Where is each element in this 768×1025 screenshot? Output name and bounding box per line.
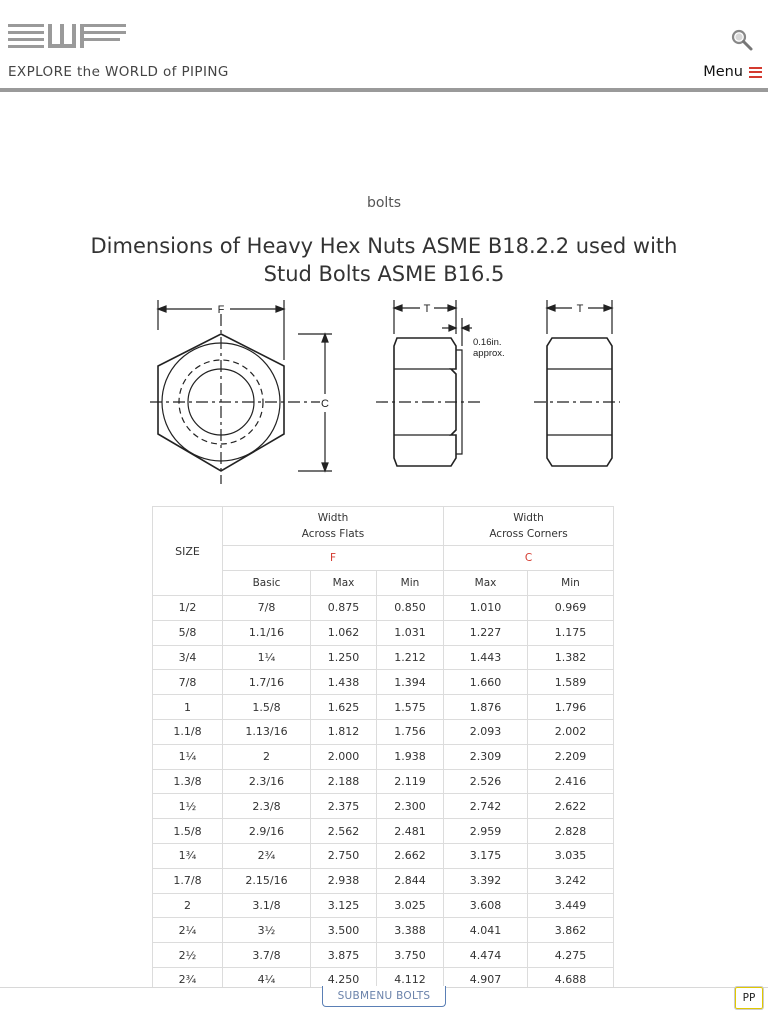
- table-row: [153, 744, 614, 769]
- menu-button[interactable]: [703, 64, 762, 80]
- hamburger-icon: [749, 67, 762, 78]
- table-cell: 2.742: [444, 794, 528, 819]
- table-cell: 1.796: [528, 695, 614, 720]
- table-row: [153, 719, 614, 744]
- table-cell: 2.844: [377, 868, 444, 893]
- flats-header-line1: Width: [317, 512, 349, 524]
- breadcrumb[interactable]: bolts: [366, 195, 402, 211]
- privacy-button[interactable]: PP: [734, 986, 764, 1010]
- table-cell: 1¼: [153, 744, 223, 769]
- table-row: [153, 596, 614, 621]
- table-cell: 2.209: [528, 744, 614, 769]
- table-cell: 1.250: [311, 645, 377, 670]
- label-f: F: [217, 304, 225, 316]
- hex-nut-dimensions-table: [152, 506, 614, 993]
- table-cell: 3.125: [311, 893, 377, 918]
- header-divider: [0, 88, 768, 92]
- table-cell: 0.969: [528, 596, 614, 621]
- sub-max-corners: Max: [444, 571, 528, 596]
- table-cell: 2.000: [311, 744, 377, 769]
- corners-header: [444, 507, 614, 546]
- table-cell: 2.938: [311, 868, 377, 893]
- table-cell: 0.850: [377, 596, 444, 621]
- table-cell: 3.449: [528, 893, 614, 918]
- sub-basic: Basic: [223, 571, 311, 596]
- table-cell: 2.622: [528, 794, 614, 819]
- submenu-bolts-button[interactable]: SUBMENU BOLTS: [322, 986, 446, 1007]
- table-cell: 2: [223, 744, 311, 769]
- sub-min-flats: Min: [377, 571, 444, 596]
- table-cell: 3.1/8: [223, 893, 311, 918]
- flats-letter: F: [223, 546, 444, 571]
- corners-letter: C: [444, 546, 614, 571]
- table-cell: 1.175: [528, 620, 614, 645]
- table-cell: 4.275: [528, 943, 614, 968]
- table-cell: 1/2: [153, 596, 223, 621]
- table-cell: 1.812: [311, 719, 377, 744]
- note-line2: approx.: [473, 348, 505, 359]
- table-body: [153, 596, 614, 993]
- table-cell: 1.1/8: [153, 719, 223, 744]
- page-title: Dimensions of Heavy Hex Nuts ASME B18.2.2 used with Stud Bolts ASME B16.5: [90, 234, 678, 286]
- table-row: [153, 794, 614, 819]
- table-cell: 1.5/8: [153, 819, 223, 844]
- table-cell: 1.227: [444, 620, 528, 645]
- size-header: SIZE: [153, 507, 223, 596]
- table-row: [153, 695, 614, 720]
- table-cell: 3.242: [528, 868, 614, 893]
- table-cell: 2.093: [444, 719, 528, 744]
- table-cell: 1½: [153, 794, 223, 819]
- table-row: [153, 843, 614, 868]
- table-cell: 1.394: [377, 670, 444, 695]
- site-tagline: EXPLORE the WORLD of PIPING: [8, 64, 229, 80]
- table-cell: 3.875: [311, 943, 377, 968]
- table-cell: 2.309: [444, 744, 528, 769]
- table-cell: 3.025: [377, 893, 444, 918]
- table-cell: 2.9/16: [223, 819, 311, 844]
- table-cell: 1.13/16: [223, 719, 311, 744]
- table-cell: 4.041: [444, 918, 528, 943]
- search-icon[interactable]: [730, 28, 754, 52]
- table-cell: 0.875: [311, 596, 377, 621]
- table-cell: 1.1/16: [223, 620, 311, 645]
- table-cell: 1.010: [444, 596, 528, 621]
- table-cell: 1¾: [153, 843, 223, 868]
- table-cell: 1.3/8: [153, 769, 223, 794]
- table-cell: 3.388: [377, 918, 444, 943]
- table-cell: 2.750: [311, 843, 377, 868]
- corners-header-line1: Width: [513, 512, 544, 524]
- table-cell: 4.112: [377, 967, 444, 992]
- table-cell: 2.3/8: [223, 794, 311, 819]
- table-cell: 2½: [153, 943, 223, 968]
- table-cell: 2.15/16: [223, 868, 311, 893]
- table-cell: 3.175: [444, 843, 528, 868]
- table-row: [153, 943, 614, 968]
- table-cell: 2.526: [444, 769, 528, 794]
- table-cell: 4¼: [223, 967, 311, 992]
- table-cell: 7/8: [223, 596, 311, 621]
- corners-header-line2: Across Corners: [489, 528, 568, 540]
- table-cell: 1.5/8: [223, 695, 311, 720]
- table-row: [153, 645, 614, 670]
- table-cell: 3.035: [528, 843, 614, 868]
- table-cell: 2¾: [223, 843, 311, 868]
- table-cell: 2.562: [311, 819, 377, 844]
- table-cell: 3.862: [528, 918, 614, 943]
- table-cell: 2.119: [377, 769, 444, 794]
- table-cell: 1.625: [311, 695, 377, 720]
- table-row: [153, 769, 614, 794]
- note-line1: 0.16in.: [473, 337, 502, 348]
- table-cell: 2¼: [153, 918, 223, 943]
- table-cell: 3.608: [444, 893, 528, 918]
- table-cell: 1.382: [528, 645, 614, 670]
- table-cell: 4.250: [311, 967, 377, 992]
- table-cell: 3.500: [311, 918, 377, 943]
- table-cell: 1.031: [377, 620, 444, 645]
- table-cell: 1.438: [311, 670, 377, 695]
- table-cell: 1.938: [377, 744, 444, 769]
- table-cell: 1.660: [444, 670, 528, 695]
- flats-header: [223, 507, 444, 546]
- table-cell: 3.750: [377, 943, 444, 968]
- sub-min-corners: Min: [528, 571, 614, 596]
- table-cell: 2.3/16: [223, 769, 311, 794]
- table-cell: 2.300: [377, 794, 444, 819]
- flats-header-line2: Across Flats: [301, 528, 365, 540]
- table-cell: 1.756: [377, 719, 444, 744]
- table-cell: 2.416: [528, 769, 614, 794]
- table-cell: 2.481: [377, 819, 444, 844]
- table-cell: 1: [153, 695, 223, 720]
- table-cell: 2¾: [153, 967, 223, 992]
- table-row: [153, 670, 614, 695]
- table-row: [153, 620, 614, 645]
- table-cell: 2.828: [528, 819, 614, 844]
- table-cell: 4.907: [444, 967, 528, 992]
- table-cell: 2.188: [311, 769, 377, 794]
- table-row: [153, 819, 614, 844]
- table-cell: 5/8: [153, 620, 223, 645]
- table-cell: 3.7/8: [223, 943, 311, 968]
- table-row: [153, 893, 614, 918]
- table-cell: 4.688: [528, 967, 614, 992]
- table-cell: 1.7/8: [153, 868, 223, 893]
- table-cell: 3½: [223, 918, 311, 943]
- table-cell: 7/8: [153, 670, 223, 695]
- table-cell: 2.959: [444, 819, 528, 844]
- table-row: [153, 868, 614, 893]
- site-logo[interactable]: [8, 22, 128, 50]
- table-cell: 2.662: [377, 843, 444, 868]
- table-cell: 3.392: [444, 868, 528, 893]
- table-cell: 1.589: [528, 670, 614, 695]
- site-header: [0, 0, 768, 92]
- hex-nut-diagram: [150, 296, 620, 484]
- table-cell: 1.062: [311, 620, 377, 645]
- label-c: C: [321, 398, 329, 410]
- label-t1: T: [423, 303, 431, 315]
- table-cell: 1.876: [444, 695, 528, 720]
- menu-label: Menu: [703, 64, 743, 80]
- table-cell: 4.474: [444, 943, 528, 968]
- table-cell: 1¼: [223, 645, 311, 670]
- table-cell: 1.575: [377, 695, 444, 720]
- sub-max-flats: Max: [311, 571, 377, 596]
- table-cell: 2: [153, 893, 223, 918]
- table-cell: 1.212: [377, 645, 444, 670]
- table-cell: 3/4: [153, 645, 223, 670]
- table-cell: 2.375: [311, 794, 377, 819]
- table-cell: 1.443: [444, 645, 528, 670]
- table-cell: 1.7/16: [223, 670, 311, 695]
- label-t2: T: [576, 303, 584, 315]
- table-cell: 2.002: [528, 719, 614, 744]
- table-row: [153, 918, 614, 943]
